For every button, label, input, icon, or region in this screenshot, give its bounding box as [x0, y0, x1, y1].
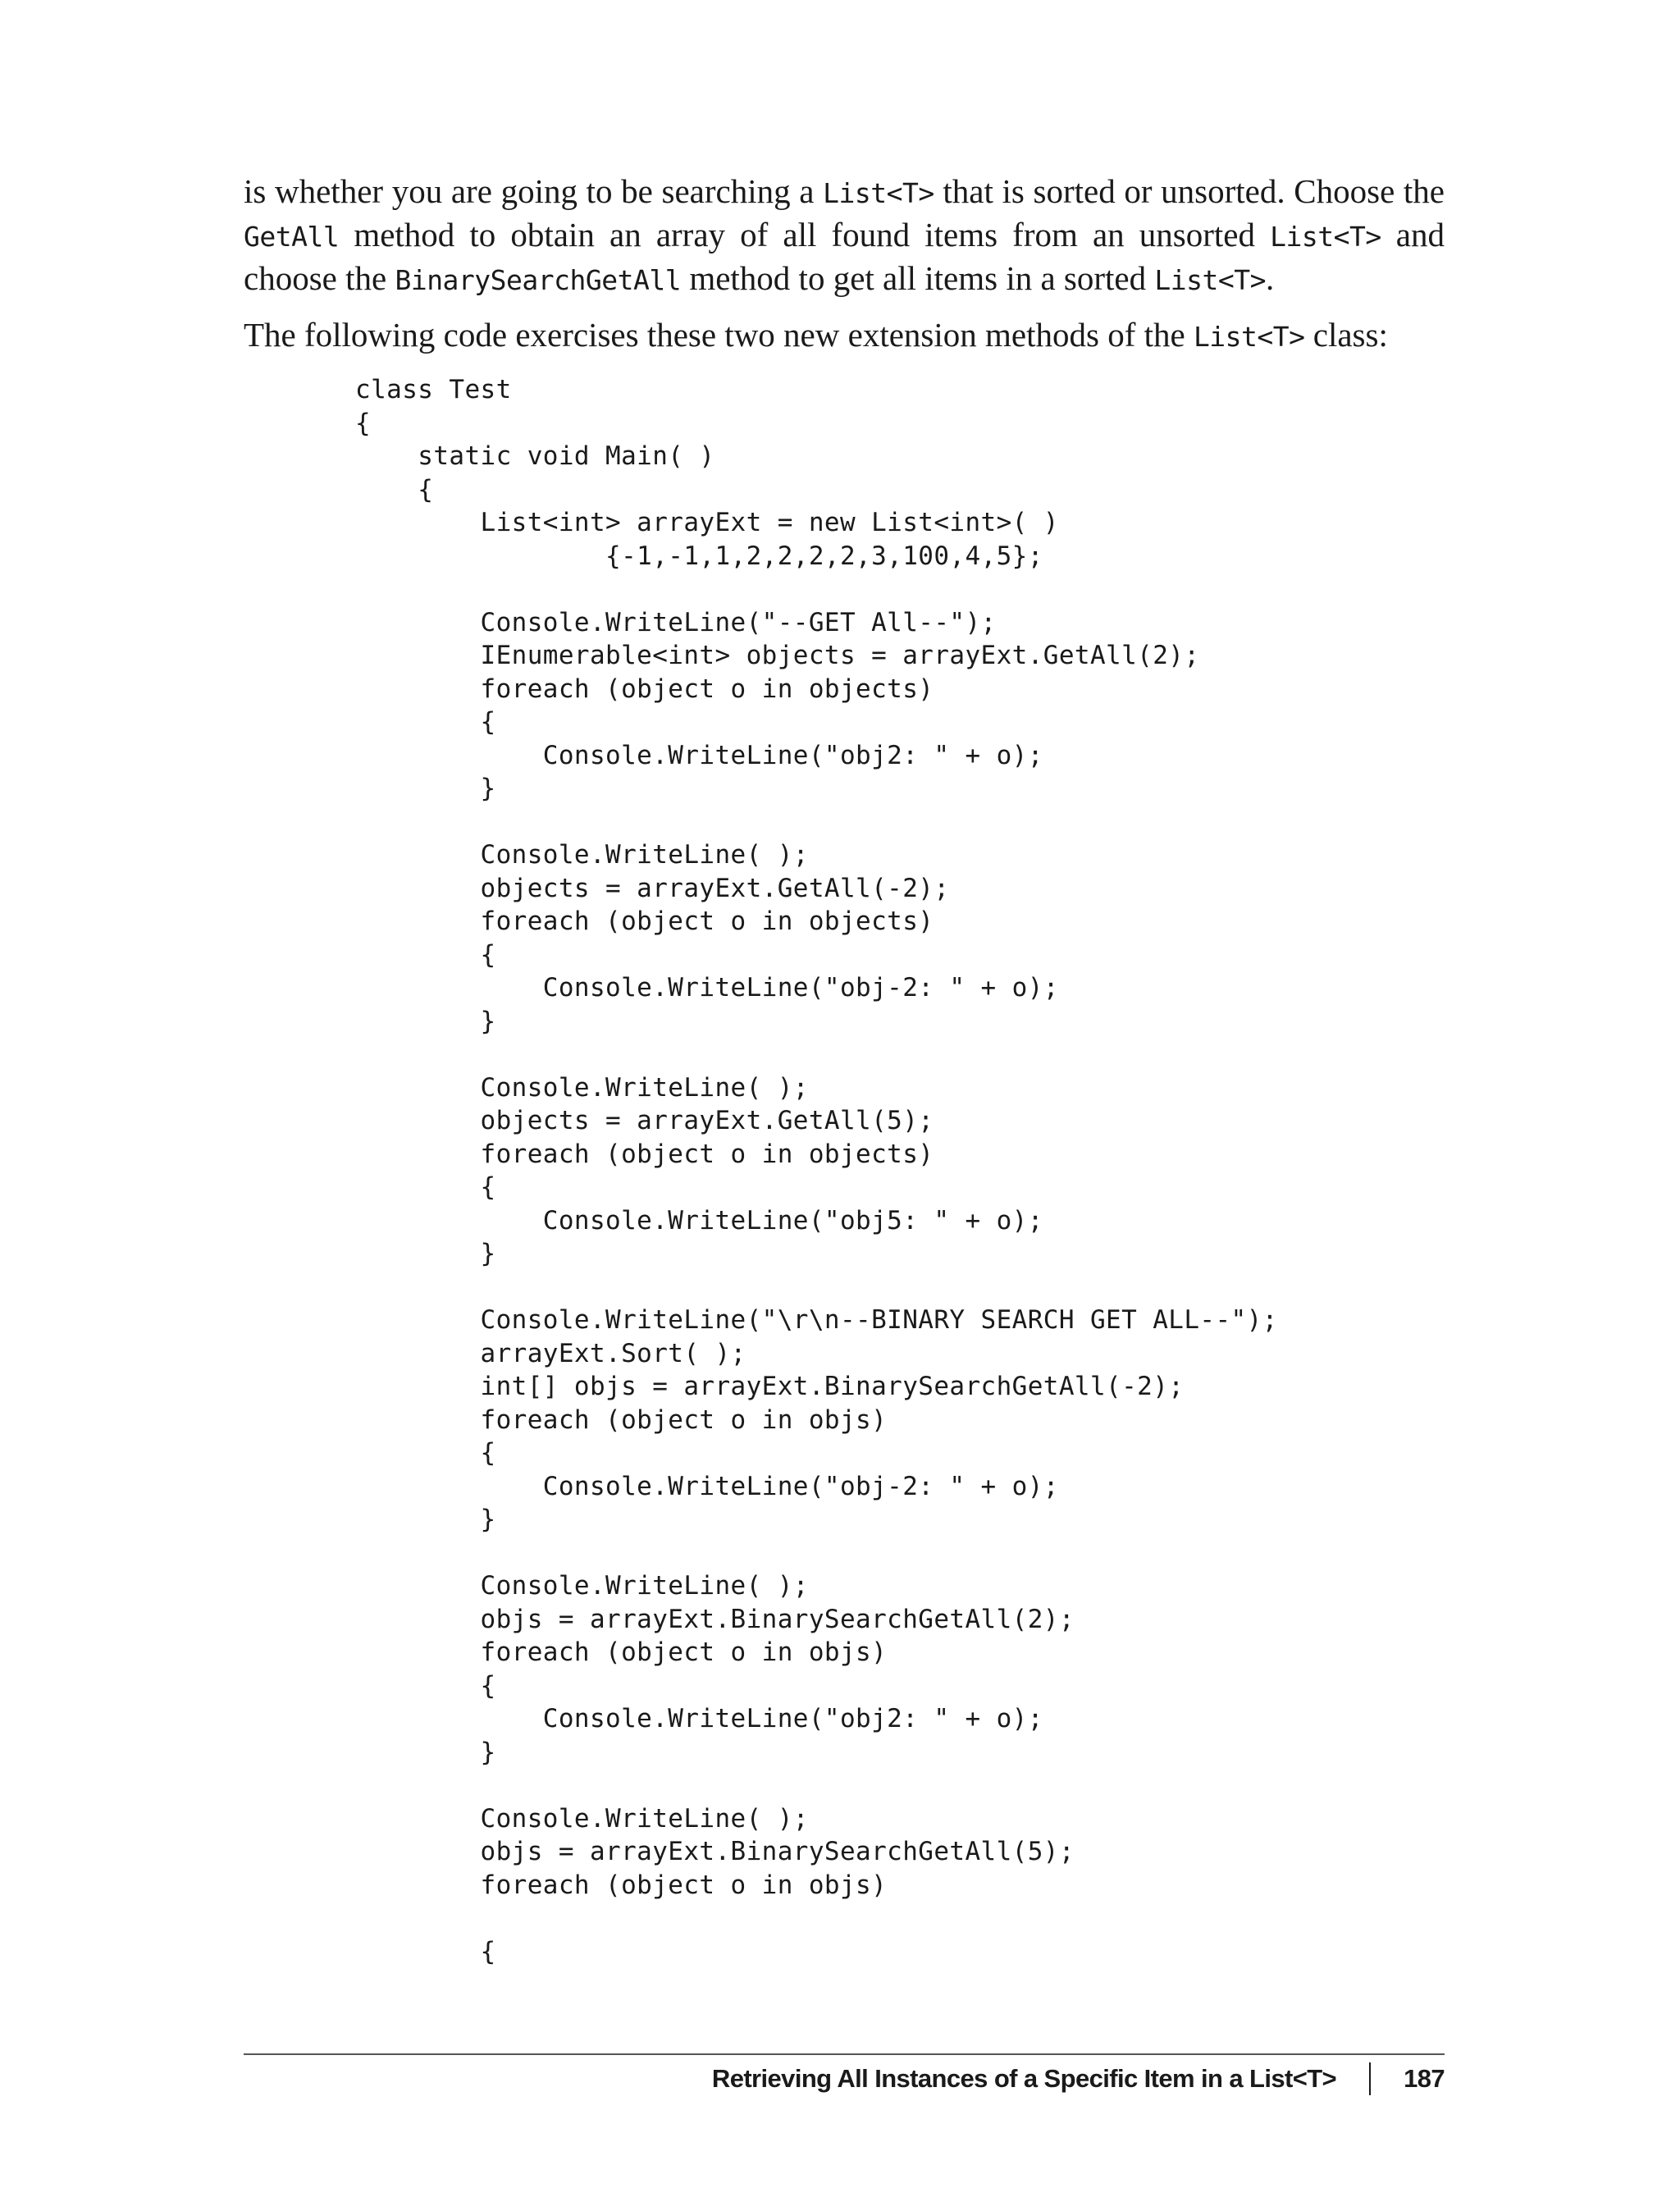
inline-code: BinarySearchGetAll: [395, 264, 682, 296]
body-paragraph-2: [244, 314, 1445, 358]
body-paragraph-1: [244, 171, 1445, 301]
inline-code: List<T>: [1193, 321, 1305, 353]
paragraph-text: method to get all items in a sorted: [681, 259, 1155, 297]
inline-code: List<T>: [1270, 221, 1381, 253]
paragraph-text: The following code exercises these two new extension methods of the: [244, 316, 1194, 354]
code-listing: class Test { static void Main( ) { List<int> arrayExt = new List<int>( ) {-1,-1,1,2,2,2,2,3,100,4,5}; Console.WriteLine("--GET All--"); IEnumerable<int> objects = arrayExt.GetAll(2); foreach (object o in objects) { Console.WriteLine("obj2: " + o); } Console.WriteLine( ); objects = arrayExt.GetAll(-2); foreach (object o in objects) { Console.WriteLine("obj-2: " + o); } Console.WriteLine( ); objects = arrayExt.GetAll(5); foreach (object o in objects) { Console.WriteLine("obj5: " + o); } Console.WriteLine("\r\n--BINARY SEARCH GET ALL--"); arrayExt.Sort( ); int[] objs = arrayExt.BinarySearchGetAll(-2); foreach (object o in objs) { Console.WriteLine("obj-2: " + o); } Console.WriteLine( ); objs = arrayExt.BinarySearchGetAll(2); foreach (object o in objs) { Console.WriteLine("obj2: " + o); } Console.WriteLine( ); objs = arrayExt.BinarySearchGetAll(5); foreach (object o in objs) {: [355, 375, 1278, 1966]
footer-separator: [1369, 2062, 1371, 2095]
inline-code: GetAll: [244, 221, 340, 253]
inline-code: List<T>: [823, 177, 934, 209]
paragraph-text: .: [1265, 259, 1275, 297]
page-footer: [712, 2058, 1445, 2099]
running-footer-title: Retrieving All Instances of a Specific Item in a List<T>: [711, 2064, 1337, 2093]
paragraph-text: and choose the: [244, 216, 1445, 297]
paragraph-text: that is sorted or unsorted. Choose the: [934, 172, 1445, 210]
paragraph-text: method to obtain an array of all found items from an unsorted: [339, 216, 1271, 253]
page-number: 187: [1404, 2064, 1445, 2093]
paragraph-text: class:: [1304, 316, 1388, 354]
paragraph-text: is whether you are going to be searching a: [244, 172, 824, 210]
inline-code: List<T>: [1154, 264, 1266, 296]
footer-rule: [244, 2053, 1445, 2055]
